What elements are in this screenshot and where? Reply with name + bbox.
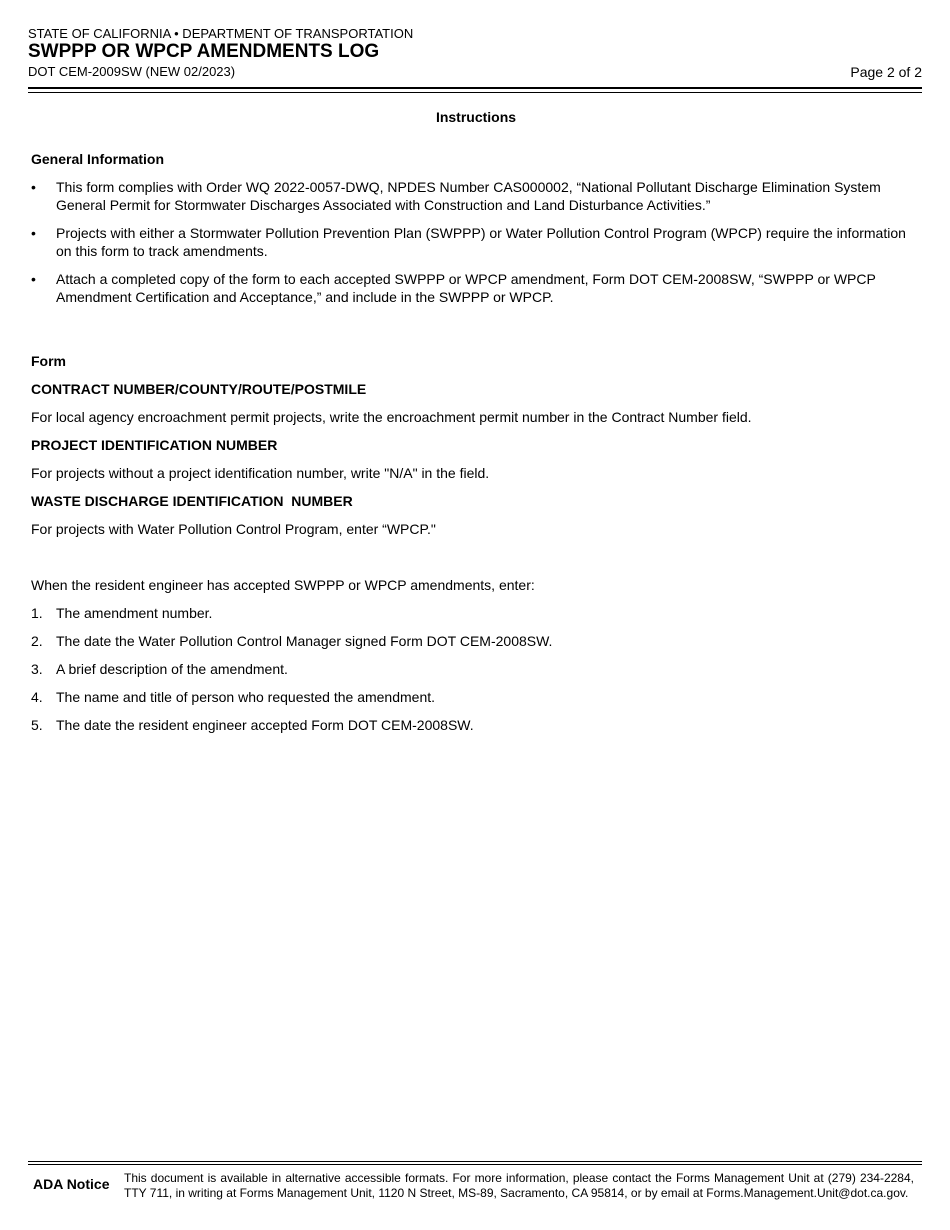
bullet-icon: • [31,179,36,195]
step-number: 2. [31,633,43,649]
step-number: 1. [31,605,43,621]
step-text: A brief description of the amendment. [56,661,288,677]
steps-list [31,604,911,734]
step-text: The amendment number. [56,605,213,621]
form-title: SWPPP OR WPCP AMENDMENTS LOG [28,41,380,62]
footer-rule-thin [28,1161,922,1162]
list-item-text: Projects with either a Stormwater Pollution Prevention Plan (SWPPP) or Water Pollution Control Program (WPCP) require the information on this form to track amendments. [56,225,906,259]
bullet-icon: • [31,271,36,287]
list-item-text: Attach a completed copy of the form to each accepted SWPPP or WPCP amendment, Form DOT CEM-2008SW, “SWPPP or WPCP Amendment Certification and Acceptance,” and include in the SWPPP or WPCP. [56,271,876,305]
project-id-text: For projects without a project identification number, write "N/A" in the field. [31,465,490,481]
step-number: 3. [31,661,43,677]
step-text: The name and title of person who requested the amendment. [56,689,436,705]
bullet-icon: • [31,225,36,241]
step-text: The date the resident engineer accepted Form DOT CEM-2008SW. [56,717,474,733]
general-information-heading: General Information [31,151,165,167]
list-item [31,716,911,734]
footer-rule-thin-2 [28,1164,922,1165]
ada-notice-label: ADA Notice [33,1176,110,1192]
list-item [31,632,911,650]
steps-intro: When the resident engineer has accepted SWPPP or WPCP amendments, enter: [31,577,535,593]
contract-number-label: CONTRACT NUMBER/COUNTY/ROUTE/POSTMILE [31,381,367,397]
general-information-list [31,178,911,306]
ada-notice-text: This document is available in alternative accessible formats. For more information, please contact the Forms Management Unit at (279) 234-2284, TTY 711, in writing at Forms Management Unit, 1120 N Street, MS-89, Sacramento, CA 95814, or by email at Forms.Management.Unit@dot.ca.gov. [124,1171,914,1200]
list-item [31,660,911,678]
header-rule-thin [28,92,922,93]
page-number: Page 2 of 2 [850,64,922,80]
wdid-text: For projects with Water Pollution Control Program, enter “WPCP." [31,521,436,537]
list-item [31,224,911,260]
header-rule-thick [28,87,922,89]
list-item [31,178,911,214]
contract-number-text: For local agency encroachment permit projects, write the encroachment permit number in the Contract Number field. [31,409,752,425]
instructions-content [31,108,911,744]
project-id-label: PROJECT IDENTIFICATION NUMBER [31,437,278,453]
list-item [31,270,911,306]
list-item [31,604,911,622]
list-item-text: This form complies with Order WQ 2022-0057-DWQ, NPDES Number CAS000002, “National Pollutant Discharge Elimination System General Permit for Stormwater Discharges Associated with Construction and Land Disturbance Activities.” [56,179,881,213]
step-number: 4. [31,689,43,705]
step-number: 5. [31,717,43,733]
form-heading: Form [31,353,66,369]
form-number: DOT CEM-2009SW (NEW 02/2023) [28,64,236,79]
instructions-title: Instructions [435,109,517,125]
wdid-label: WASTE DISCHARGE IDENTIFICATION NUMBER [31,493,353,509]
step-text: The date the Water Pollution Control Manager signed Form DOT CEM-2008SW. [56,633,553,649]
agency-name: STATE OF CALIFORNIA • DEPARTMENT OF TRANSPORTATION [28,26,414,41]
list-item [31,688,911,706]
